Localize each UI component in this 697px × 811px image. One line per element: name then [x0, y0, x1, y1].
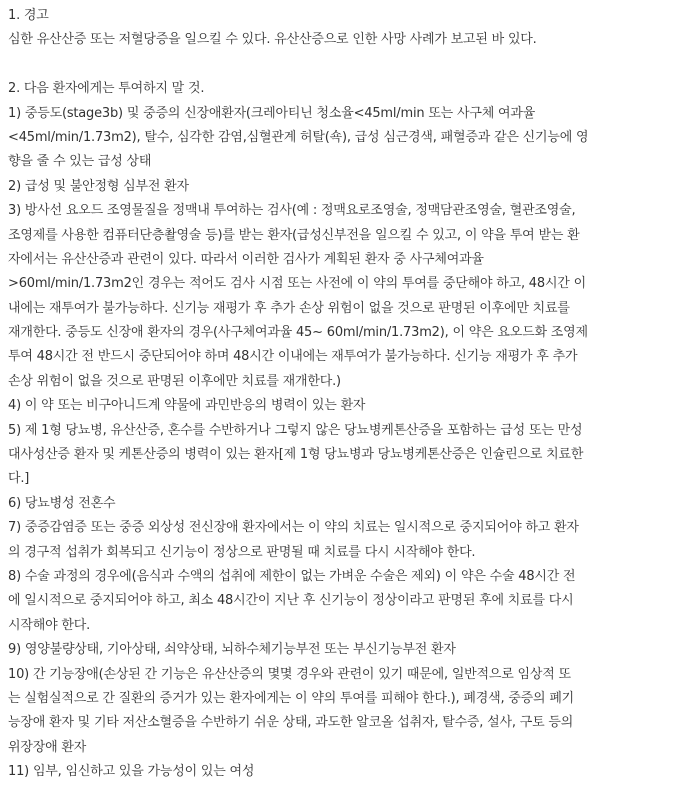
text-line: 6) 당뇨병성 전혼수: [8, 495, 116, 511]
blank-line: [8, 53, 692, 77]
text-line: 심한 유산산증 또는 저혈당증을 일으킬 수 있다. 유산산증으로 인한 사망 사례가 보고된 바 있다.: [8, 32, 537, 48]
text-line: 는 실험실적으로 간 질환의 증거가 있는 환자에게는 이 약의 투여를 피해야 한다.), 폐경색, 중증의 폐기: [8, 690, 575, 706]
text-line: 의 경구적 섭취가 회복되고 신기능이 정상으로 판명될 때 치료를 다시 시작해야 한다.: [8, 544, 476, 560]
document-body: [8, 4, 692, 785]
text-line: >60ml/min/1.73m2인 경우는 적어도 검사 시점 또는 사전에 이 약의 투여를 중단해야 하고, 48시간 이: [8, 276, 586, 292]
text-line: 4) 이 약 또는 비구아니드계 약물에 과민반응의 병력이 있는 환자: [8, 398, 366, 414]
text-line: 대사성산증 환자 및 케톤산증의 병력이 있는 환자[제 1형 당뇨병과 당뇨병케톤산증은 인슐린으로 치료한: [8, 447, 584, 463]
text-line: 투여 48시간 전 반드시 중단되어야 하며 48시간 이내에는 재투여가 불가능하다. 신기능 재평가 후 추가: [8, 349, 578, 365]
text-line: 향을 줄 수 있는 급성 상태: [8, 154, 152, 170]
text-line: 1) 중등도(stage3b) 및 중증의 신장애환자(크레아티닌 청소율<45ml/min 또는 사구체 여과율: [8, 105, 536, 121]
text-line: 9) 영양불량상태, 기아상태, 쇠약상태, 뇌하수체기능부전 또는 부신기능부전 환자: [8, 642, 456, 658]
text-line: 자에서는 유산산증과 관련이 있다. 따라서 이러한 검사가 계획된 환자 중 사구체여과율: [8, 251, 484, 267]
text-line: 2) 급성 및 불안정형 심부전 환자: [8, 178, 189, 194]
section-heading-contraindications: 2. 다음 환자에게는 투여하지 말 것.: [8, 81, 205, 97]
text-line: 11) 임부, 임신하고 있을 가능성이 있는 여성: [8, 764, 255, 780]
text-line: 손상 위험이 없을 것으로 판명된 이후에만 치료를 재개한다.): [8, 373, 341, 389]
section-heading-warning: 1. 경고: [8, 8, 49, 23]
text-line: 8) 수술 과정의 경우에(음식과 수액의 섭취에 제한이 없는 가벼운 수술은 제외) 이 약은 수술 48시간 전: [8, 568, 576, 584]
text-line: 10) 간 기능장애(손상된 간 기능은 유산산증의 몇몇 경우와 관련이 있기 때문에, 일반적으로 임상적 또: [8, 666, 571, 682]
text-line: 7) 중증감염증 또는 중증 외상성 전신장애 환자에서는 이 약의 치료는 일시적으로 중지되어야 하고 환자: [8, 520, 579, 536]
text-line: 3) 방사선 요오드 조영물질을 정맥내 투여하는 검사(예 : 정맥요로조영술, 정맥담관조영술, 혈관조영술,: [8, 203, 576, 219]
text-line: 능장애 환자 및 기타 저산소혈증을 수반하기 쉬운 상태, 과도한 알코올 섭취자, 탈수증, 설사, 구토 등의: [8, 715, 574, 731]
text-line: 위장장애 환자: [8, 739, 87, 755]
text-line: 시작해야 한다.: [8, 617, 91, 633]
text-line: <45ml/min/1.73m2), 탈수, 심각한 감염,심혈관계 허탈(쇽), 급성 심근경색, 패혈증과 같은 신기능에 영: [8, 129, 589, 145]
text-line: 내에는 재투여가 불가능하다. 신기능 재평가 후 추가 손상 위험이 없을 것으로 판명된 이후에만 치료를: [8, 300, 570, 316]
text-line: 에 일시적으로 중지되어야 하고, 최소 48시간이 지난 후 신기능이 정상이라고 판명된 후에 치료를 다시: [8, 593, 574, 609]
text-line: 재개한다. 중등도 신장애 환자의 경우(사구체여과율 45~ 60ml/min/1.73m2), 이 약은 요오드화 조영제: [8, 325, 588, 341]
text-line: 다.]: [8, 471, 30, 487]
text-line: 조영제를 사용한 컴퓨터단층촬영술 등)를 받는 환자(급성신부전을 일으킬 수 있고, 이 약을 투여 받는 환: [8, 227, 580, 243]
text-line: 5) 제 1형 당뇨병, 유산산증, 혼수를 수반하거나 그렇지 않은 당뇨병케톤산증을 포함하는 급성 또는 만성: [8, 422, 583, 438]
